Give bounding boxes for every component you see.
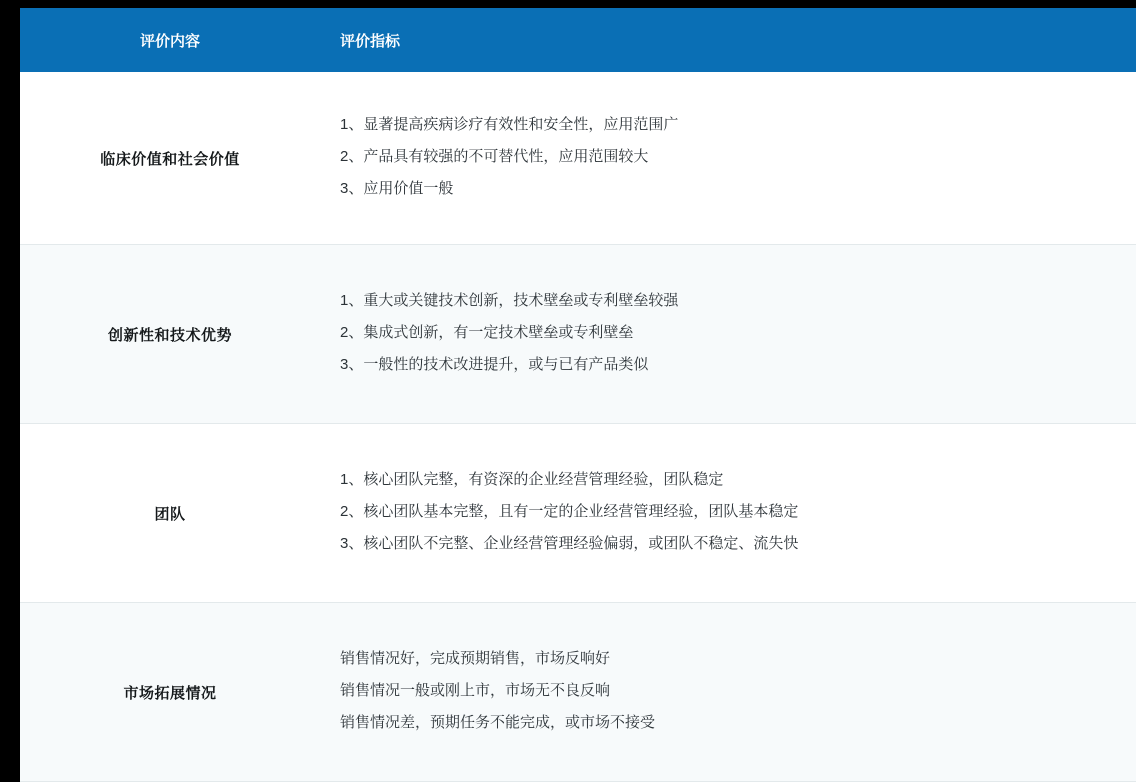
index-line: 2、集成式创新，有一定技术壁垒或专利壁垒 xyxy=(340,324,634,341)
index-line: 1、显著提高疾病诊疗有效性和安全性，应用范围广 xyxy=(340,116,679,133)
index-line: 1、重大或关键技术创新，技术壁垒或专利壁垒较强 xyxy=(340,292,679,309)
index-line: 销售情况差，预期任务不能完成，或市场不接受 xyxy=(340,714,656,731)
index-line: 1、核心团队完整，有资深的企业经营管理经验，团队稳定 xyxy=(340,471,724,488)
index-line: 2、产品具有较强的不可替代性，应用范围较大 xyxy=(340,148,649,165)
index-line: 3、一般性的技术改进提升，或与已有产品类似 xyxy=(340,356,649,373)
row-index-cell xyxy=(320,245,1136,424)
evaluation-table xyxy=(20,8,1136,782)
table-row xyxy=(20,72,1136,245)
evaluation-table-container xyxy=(20,8,1116,782)
row-content-label: 临床价值和社会价值 xyxy=(20,72,320,245)
table-row xyxy=(20,603,1136,782)
index-line: 3、应用价值一般 xyxy=(340,180,454,197)
row-index-cell xyxy=(320,424,1136,603)
row-content-label: 市场拓展情况 xyxy=(20,603,320,782)
column-header-index: 评价指标 xyxy=(320,8,1136,72)
index-line: 销售情况好，完成预期销售，市场反响好 xyxy=(340,650,611,667)
table-header-row xyxy=(20,8,1136,72)
index-line: 2、核心团队基本完整，且有一定的企业经营管理经验，团队基本稳定 xyxy=(340,503,799,520)
column-header-content: 评价内容 xyxy=(20,8,320,72)
index-line: 销售情况一般或刚上市，市场无不良反响 xyxy=(340,682,611,699)
table-row xyxy=(20,424,1136,603)
row-index-cell xyxy=(320,72,1136,245)
table-body xyxy=(20,72,1136,782)
row-content-label: 团队 xyxy=(20,424,320,603)
row-content-label: 创新性和技术优势 xyxy=(20,245,320,424)
table-row xyxy=(20,245,1136,424)
table-header xyxy=(20,8,1136,72)
row-index-cell xyxy=(320,603,1136,782)
index-line: 3、核心团队不完整、企业经营管理经验偏弱，或团队不稳定、流失快 xyxy=(340,535,799,552)
